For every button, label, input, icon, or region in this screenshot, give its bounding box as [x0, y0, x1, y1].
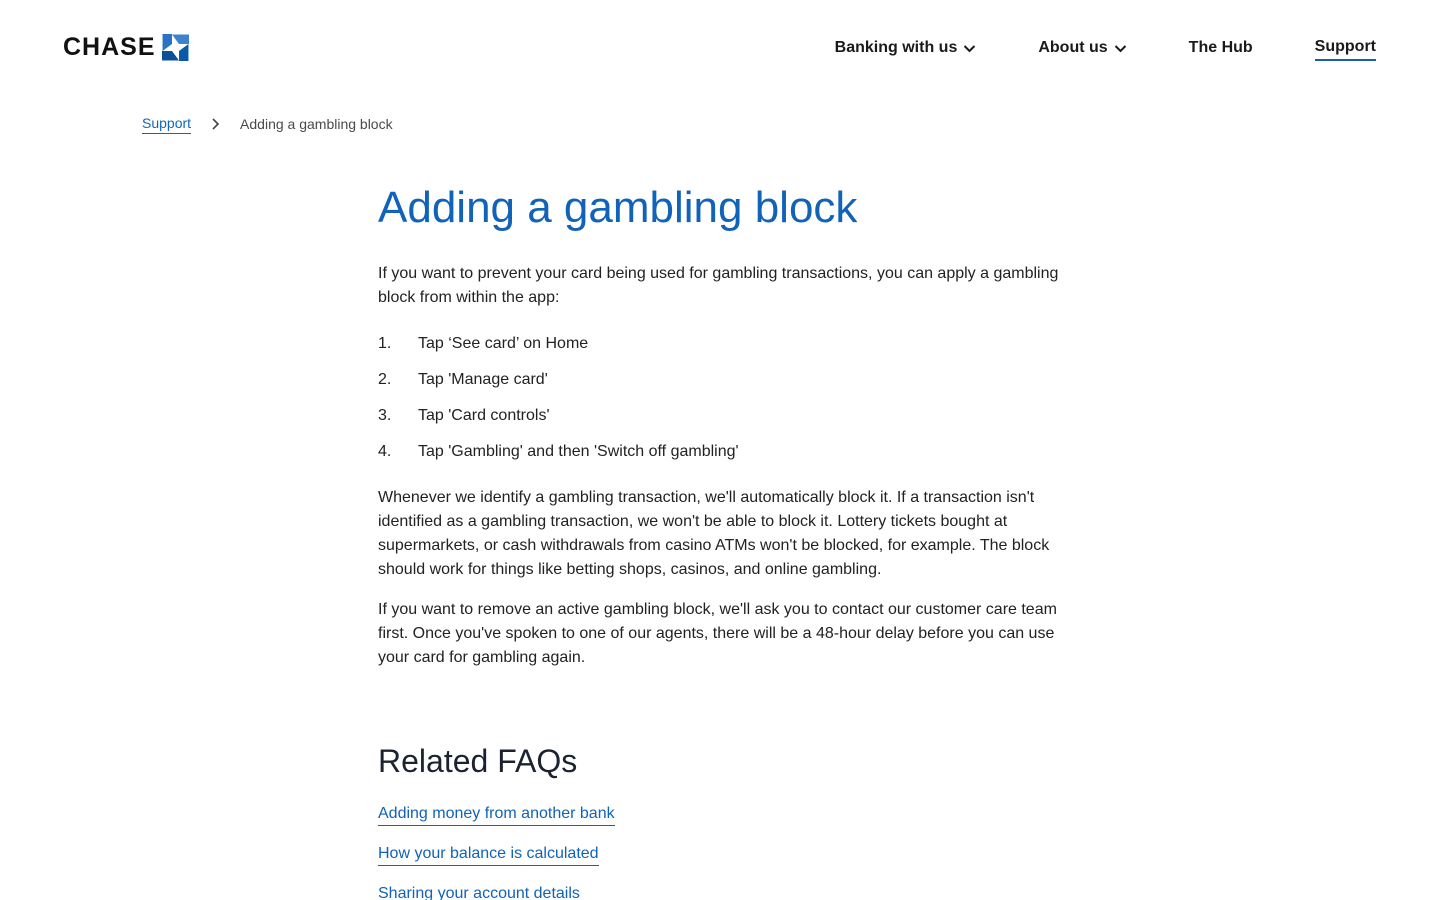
breadcrumb-support-link[interactable]: Support — [142, 113, 191, 134]
list-item — [378, 404, 1078, 428]
step-number: 2. — [378, 371, 392, 388]
list-item — [378, 440, 1078, 464]
chevron-right-icon — [211, 118, 220, 130]
nav-label: About us — [1038, 39, 1108, 56]
nav-label: Support — [1314, 37, 1376, 55]
breadcrumb — [142, 113, 393, 134]
step-number: 1. — [378, 335, 392, 352]
related-faqs-heading: Related FAQs — [378, 743, 578, 779]
step-text: Tap 'Card controls' — [418, 407, 550, 424]
nav-the-hub[interactable] — [1189, 37, 1253, 59]
nav-label: The Hub — [1188, 39, 1253, 56]
list-item — [378, 803, 1078, 843]
chevron-down-icon — [963, 44, 976, 53]
page-title: Adding a gambling block — [378, 183, 858, 232]
step-text: Tap 'Gambling' and then 'Switch off gambling' — [418, 443, 739, 460]
faq-link-adding-money[interactable]: Adding money from another bank — [378, 803, 615, 826]
steps-list — [378, 332, 1078, 464]
site-header — [0, 0, 1440, 96]
body-paragraph: Whenever we identify a gambling transaction, we'll automatically block it. If a transaction isn't identified as a gambling transaction, we won't be able to block it. Lottery tickets bought at supermarkets, or cash withdrawals from casino ATMs won't be blocked, for example. The block should work for things like betting shops, casinos, and online gambling. — [378, 489, 1050, 578]
logo-wordmark: CHASE — [63, 33, 156, 61]
related-faqs-list — [378, 803, 1078, 900]
nav-banking-with-us[interactable] — [835, 37, 977, 59]
chase-octagon-icon — [162, 34, 189, 61]
chevron-down-icon — [1114, 44, 1127, 53]
intro-text: If you want to prevent your card being used for gambling transactions, you can apply a gambling block from within the app: — [378, 265, 1059, 306]
step-text: Tap ‘See card’ on Home — [418, 335, 589, 352]
faq-link-balance-calculated[interactable]: How your balance is calculated — [378, 843, 599, 866]
nav-support[interactable] — [1315, 36, 1376, 61]
article — [378, 180, 1078, 900]
nav-label: Banking with us — [834, 39, 958, 56]
step-text: Tap 'Manage card' — [418, 371, 548, 388]
list-item — [378, 843, 1078, 883]
breadcrumb-current: Adding a gambling block — [240, 115, 393, 132]
nav-about-us[interactable] — [1038, 37, 1126, 59]
main-nav — [835, 36, 1376, 60]
faq-link-sharing-account-details[interactable]: Sharing your account details — [378, 883, 580, 900]
list-item — [378, 883, 1078, 900]
step-number: 4. — [378, 443, 392, 460]
step-number: 3. — [378, 407, 392, 424]
chase-logo-link[interactable] — [63, 33, 189, 61]
list-item — [378, 332, 1078, 356]
list-item — [378, 368, 1078, 392]
body-paragraph: If you want to remove an active gambling block, we'll ask you to contact our customer care team first. Once you've spoken to one of our agents, there will be a 48-hour delay before you can use your card for gambling again. — [378, 601, 1057, 666]
